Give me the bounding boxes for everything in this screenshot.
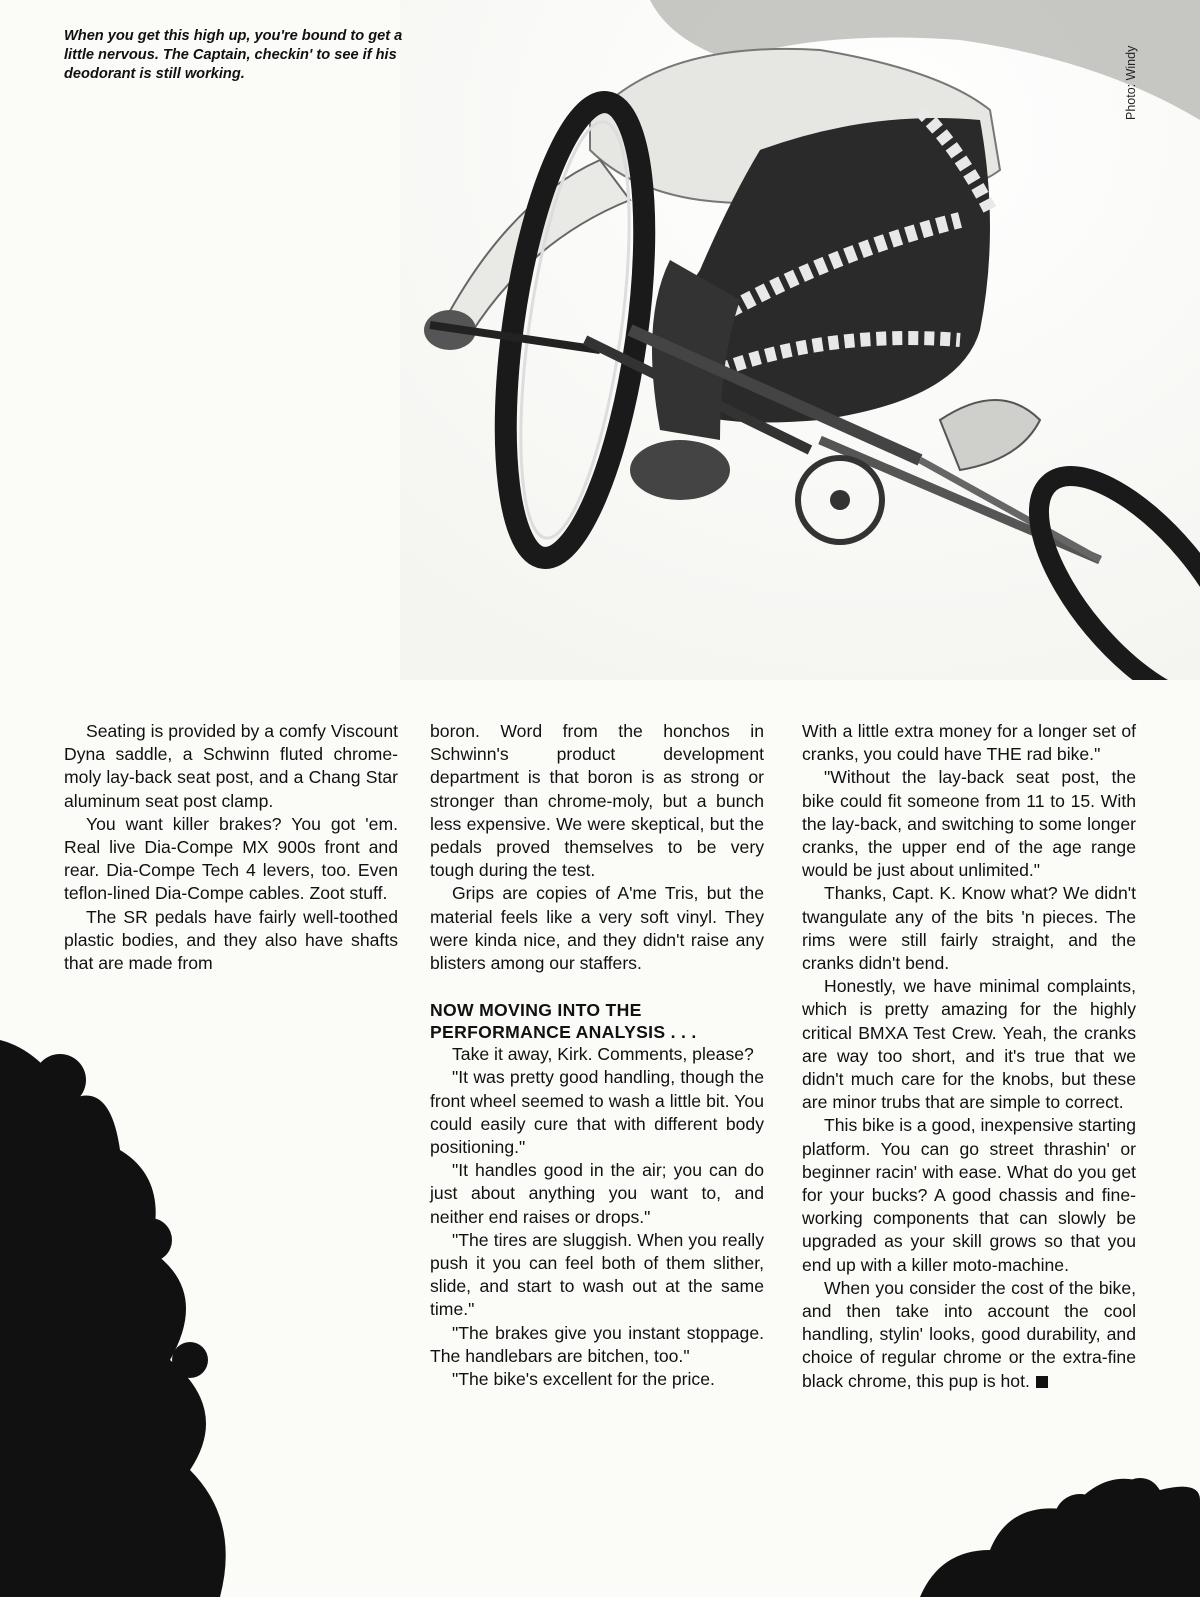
paragraph: "It handles good in the air; you can do just about anything you want to, and neither end raises or drops." bbox=[430, 1160, 764, 1227]
paragraph bbox=[802, 1277, 1136, 1393]
paragraph: Honestly, we have minimal complaints, which is pretty amazing for the highly critical BMXA Test Crew. Yeah, the cranks are way too short, and it's true that we didn't much care for the knobs, but these are minor trubs that are simple to correct. bbox=[802, 976, 1136, 1113]
paragraph: Take it away, Kirk. Comments, please? bbox=[452, 1044, 754, 1065]
tree-silhouette-left bbox=[0, 1040, 240, 1597]
paragraph: "It was pretty good handling, though the front wheel seemed to wash a little bit. You could easily cure that with different body positioning." bbox=[430, 1067, 764, 1158]
paragraph: You want killer brakes? You got 'em. Real live Dia-Compe MX 900s front and rear. Dia-Compe Tech 4 levers, too. Even teflon-lined Dia-Compe cables. Zoot stuff. bbox=[64, 813, 398, 904]
text-column-2 bbox=[430, 720, 764, 1391]
text-column-1 bbox=[64, 720, 398, 975]
tree-silhouette-right bbox=[880, 1440, 1200, 1597]
end-mark-icon bbox=[1036, 1376, 1048, 1388]
paragraph: The SR pedals have fairly well-toothed plastic bodies, and they also have shafts that are made from bbox=[64, 906, 398, 974]
closing-text: When you consider the cost of the bike, and then take into account the cool handling, stylin' looks, good durability, and choice of regular chrome or the extra-fine black chrome, this pup is hot. bbox=[802, 1277, 1136, 1391]
paragraph: With a little extra money for a longer set of cranks, you could have THE rad bike." bbox=[802, 721, 1136, 765]
photo-caption: When you get this high up, you're bound to get a little nervous. The Captain, checkin' to see if his deodorant is still working. bbox=[64, 28, 403, 82]
paragraph: Grips are copies of A'me Tris, but the material feels like a very soft vinyl. They were kinda nice, and they didn't raise any blisters among our staffers. bbox=[430, 883, 764, 974]
paragraph: This bike is a good, inexpensive starting platform. You can go street thrashin' or beginner racin' with ease. What do you get for your bucks? A good chassis and fine-working components that can slowly be upgraded as your skill grows so that you end up with a killer moto-machine. bbox=[802, 1115, 1136, 1275]
text-column-3 bbox=[802, 720, 1136, 1393]
photo-credit: Photo: Windy bbox=[1124, 45, 1138, 120]
paragraph: Seating is provided by a comfy Viscount Dyna saddle, a Schwinn fluted chrome-moly lay-back seat post, and a Chang Star aluminum seat post clamp. bbox=[64, 721, 398, 811]
paragraph: "The bike's excellent for the price. bbox=[452, 1369, 715, 1390]
paragraph: "The brakes give you instant stoppage. The handlebars are bitchen, too." bbox=[430, 1322, 764, 1366]
section-heading: NOW MOVING INTO THE PERFORMANCE ANALYSIS . . . bbox=[430, 1000, 697, 1043]
bmx-rider-photo bbox=[400, 0, 1200, 680]
paragraph: Thanks, Capt. K. Know what? We didn't twangulate any of the bits 'n pieces. The rims were still fairly straight, and the cranks didn't bend. bbox=[802, 883, 1136, 974]
paragraph: boron. Word from the honchos in Schwinn's product development department is that boron is as strong or stronger than chrome-moly, but a bunch less expensive. We were skeptical, but the pedals proved themselves to be very tough during the test. bbox=[430, 721, 764, 881]
paragraph: "Without the lay-back seat post, the bike could fit someone from 11 to 15. With the lay-back, and switching to some longer cranks, the upper end of the age range would be just about unlimited." bbox=[802, 767, 1136, 881]
paragraph: "The tires are sluggish. When you really push it you can feel both of them slither, slide, and start to wash out at the same time." bbox=[430, 1229, 764, 1320]
